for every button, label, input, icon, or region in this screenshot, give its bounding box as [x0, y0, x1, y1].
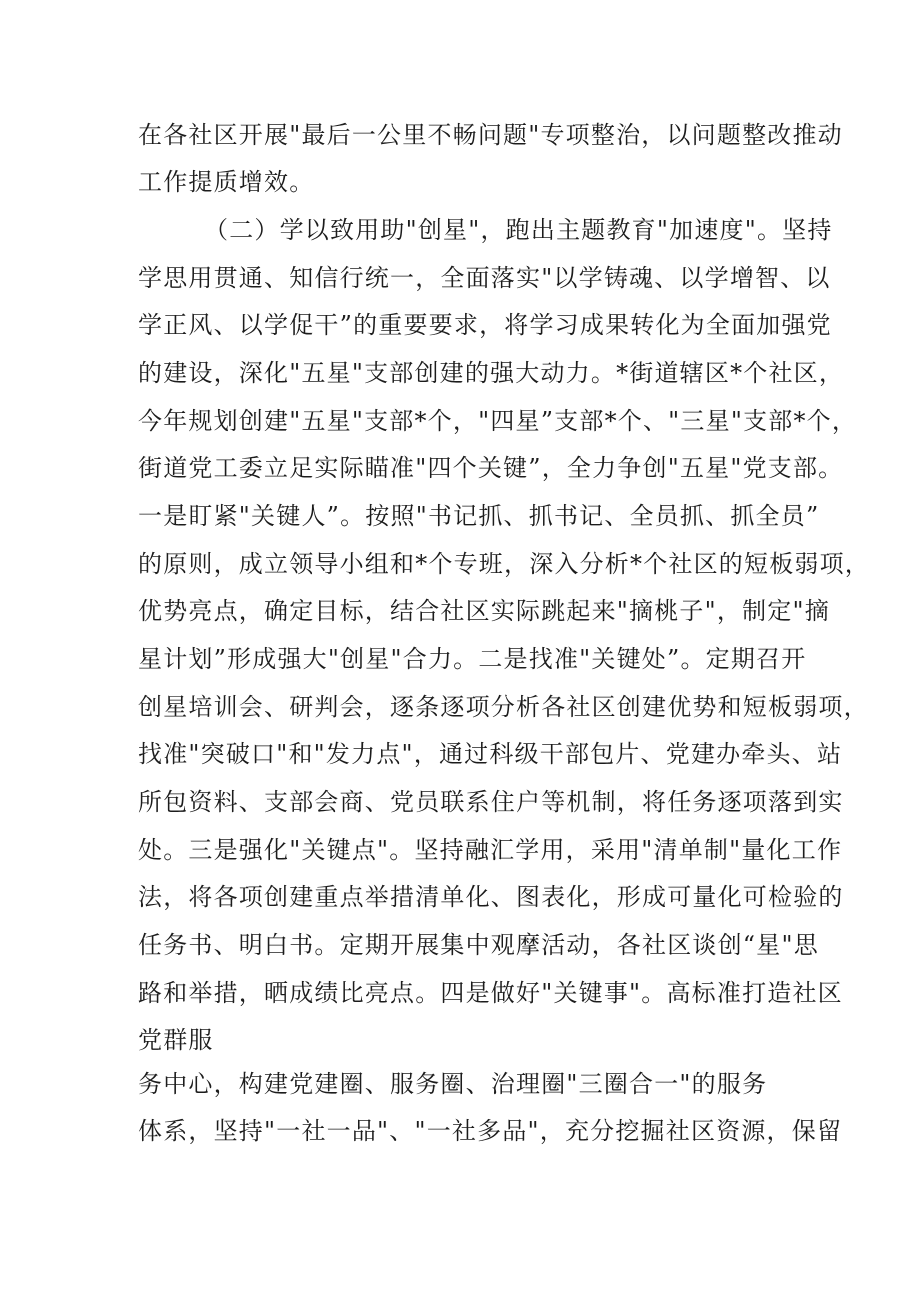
text-line: 法，将各项创建重点举措清单化、图表化，形成可量化可检验的	[138, 883, 844, 911]
text-line: 党群服	[138, 1026, 214, 1054]
text-line: 的建设，深化"五星"支部创建的强大动力。*街道辖区*个社区，	[138, 359, 845, 387]
text-line: 工作提质增效。	[138, 168, 315, 196]
text-line: 处。三是强化"关键点"。坚持融汇学用，采用"清单制"量化工作	[138, 836, 843, 864]
text-line: 一是盯紧"关键人”。按照"书记抓、抓书记、全员抓、抓全员”	[138, 502, 820, 530]
text-line: 创星培训会、研判会，逐条逐项分析各社区创建优势和短板弱项，	[138, 693, 869, 721]
section-heading-line: （二）学以致用助"创星"，跑出主题教育"加速度"。坚持	[204, 216, 833, 244]
text-line: 街道党工委立足实际瞄准"四个关键”，全力争创"五星"党支部。	[138, 454, 844, 482]
text-line: 体系，坚持"一社一品"、"一社多品"，充分挖掘社区资源，保留	[138, 1117, 843, 1145]
text-line: 务中心，构建党建圈、服务圈、治理圈"三圈合一"的服务	[138, 1070, 768, 1098]
text-line: 优势亮点，确定目标，结合社区实际跳起来"摘桃子"，制定"摘	[138, 597, 830, 625]
text-line: 学思用贯通、知信行统一，全面落实"以学铸魂、以学增智、以	[138, 264, 831, 292]
text-line: 的原则，成立领导小组和*个专班，深入分析*个社区的短板弱项，	[138, 550, 870, 578]
text-line: 所包资料、支部会商、党员联系住户等机制，将任务逐项落到实	[138, 788, 844, 816]
text-line: 学正风、以学促干”的重要要求，将学习成果转化为全面加强党	[138, 311, 832, 339]
text-line: 找准"突破口"和"发力点"，通过科级干部包片、党建办牵头、站	[138, 740, 843, 768]
text-line: 在各社区开展"最后一公里不畅问题"专项整治，以问题整改推动	[138, 121, 843, 149]
text-line: 路和举措，晒成绩比亮点。四是做好"关键事"。高标准打造社区	[138, 979, 843, 1007]
text-line: 任务书、明白书。定期开展集中观摩活动，各社区谈创“星"思	[138, 931, 819, 959]
text-line: 星计划”形成强大"创星"合力。二是找准"关键处”。定期召开	[138, 645, 807, 673]
text-line: 今年规划创建"五星"支部*个，"四星”支部*个、"三星"支部*个，	[138, 407, 858, 435]
